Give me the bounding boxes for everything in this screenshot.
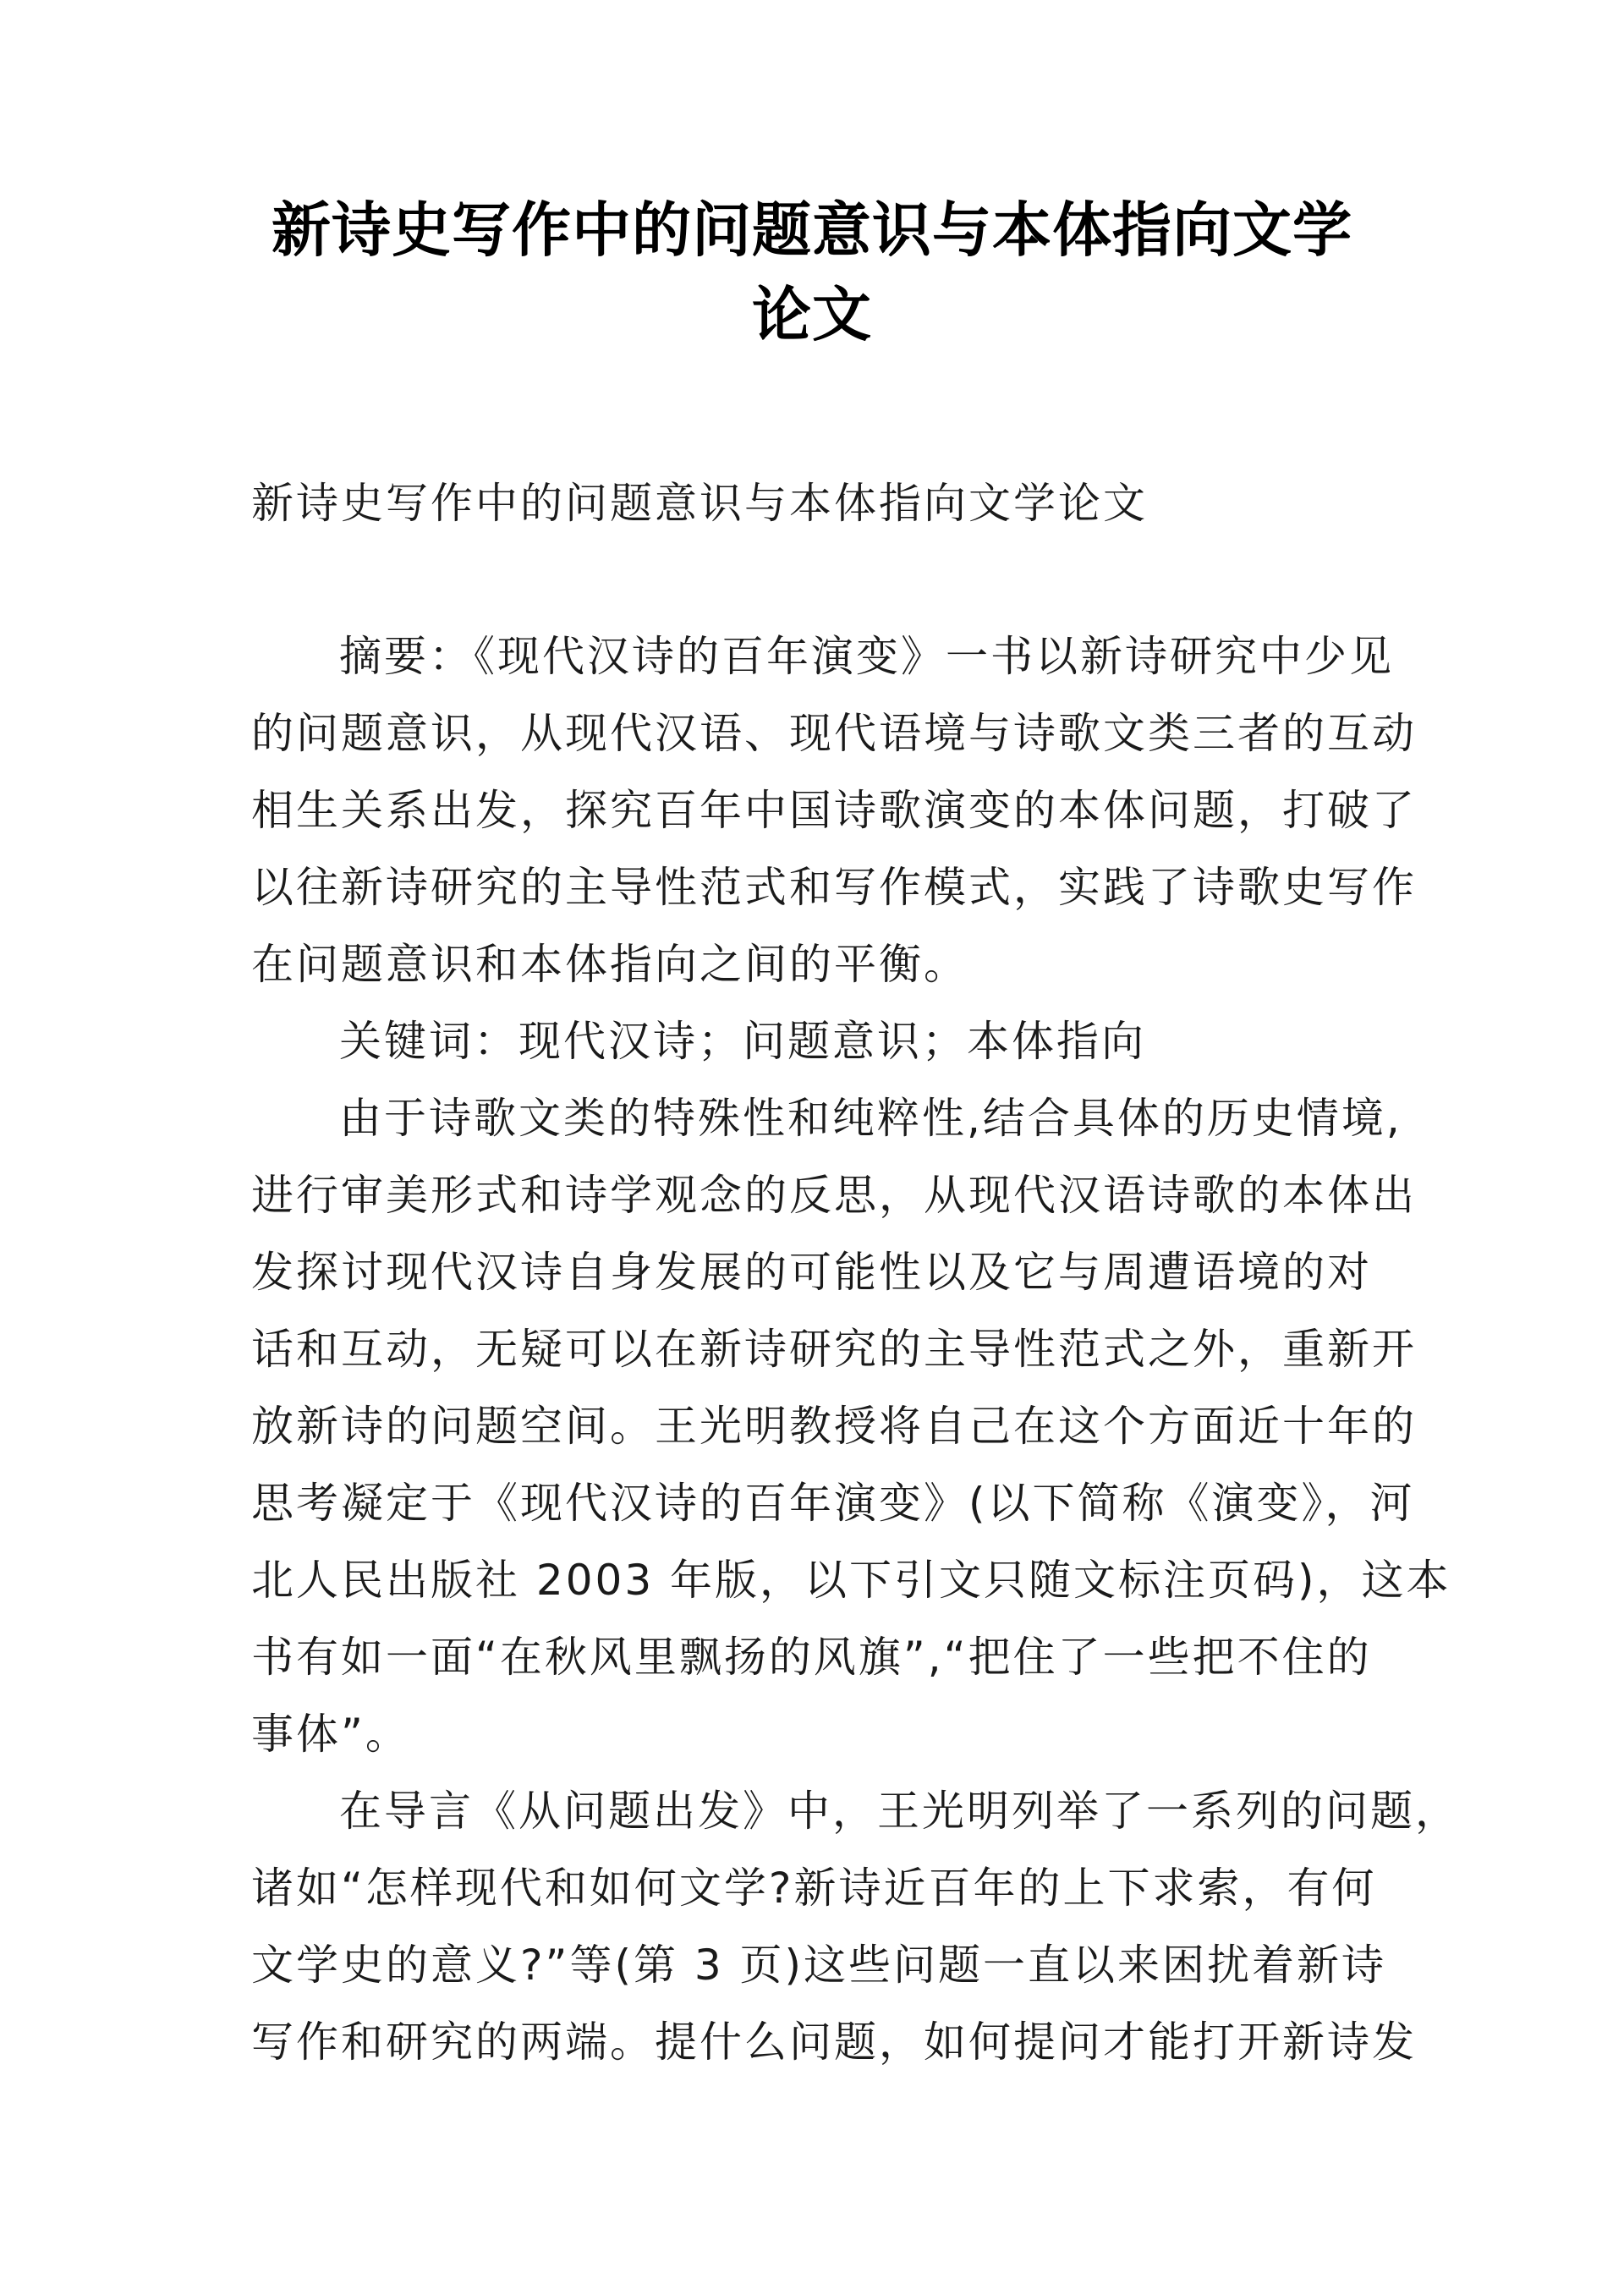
spacer [251,542,1385,618]
abstract-paragraph [251,618,1417,1003]
abstract-line: 在问题意识和本体指向之间的平衡。 [251,940,968,989]
abstract-line: 以往新诗研究的主导性范式和写作模式，实践了诗歌史写作 [251,863,1417,912]
paragraph-line: 进行审美形式和诗学观念的反思，从现代汉语诗歌的本体出 [251,1171,1417,1220]
paragraph-line: 诸如“怎样现代和如何文学?新诗近百年的上下求索，有何 [251,1864,1377,1913]
paragraph-line: 由于诗歌文类的特殊性和纯粹性,结合具体的历史情境, [339,1094,1402,1143]
title-line-1: 新诗史写作中的问题意识与本体指向文学 [272,195,1352,265]
paragraph-line: 放新诗的问题空间。王光明教授将自己在这个方面近十年的 [251,1402,1417,1451]
abstract-line: 的问题意识，从现代汉语、现代语境与诗歌文类三者的互动 [251,709,1417,758]
keywords-line: 关键词：现代汉诗；问题意识；本体指向 [339,1017,1146,1066]
abstract-line: 摘要：《现代汉诗的百年演变》一书以新诗研究中少见 [339,632,1394,681]
paragraph-line: 文学史的意义?”等(第 3 页)这些问题一直以来困扰着新诗 [251,1941,1387,1990]
paragraph-line: 话和互动，无疑可以在新诗研究的主导性范式之外，重新开 [251,1325,1417,1374]
paragraph-line: 书有如一面“在秋风里飘扬的风旗”,“把住了一些把不住的 [251,1633,1372,1682]
paragraph-line: 在导言《从问题出发》中，王光明列举了一系列的问题， [339,1787,1460,1836]
paragraph-line: 北人民出版社 2003 年版，以下引文只随文标注页码)，这本 [251,1556,1451,1605]
body-paragraph-1 [251,1080,1451,1773]
document-body [251,465,1460,2081]
title-line-2: 论文 [752,279,872,349]
paragraph-line: 思考凝定于《现代汉诗的百年演变》(以下简称《演变》，河 [251,1479,1415,1528]
document-title [0,188,1624,357]
paragraph-line: 发探讨现代汉诗自身发展的可能性以及它与周遭语境的对 [251,1248,1372,1297]
keywords-paragraph [251,1003,1385,1080]
document-subtitle: 新诗史写作中的问题意识与本体指向文学论文 [251,479,1148,528]
paragraph-line: 事体”。 [251,1710,410,1759]
paragraph-line: 写作和研究的两端。提什么问题，如何提问才能打开新诗发 [251,2018,1417,2067]
abstract-line: 相生关系出发，探究百年中国诗歌演变的本体问题，打破了 [251,786,1417,835]
body-paragraph-2 [251,1773,1460,2081]
